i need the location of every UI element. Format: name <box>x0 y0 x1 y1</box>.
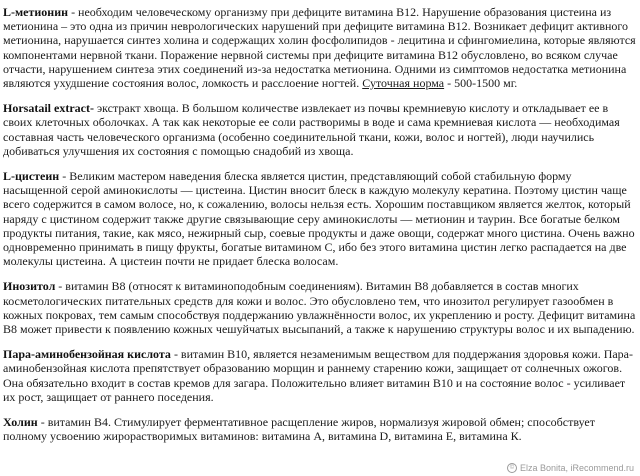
watermark <box>507 463 634 473</box>
paragraph-paba <box>3 347 637 404</box>
copyright-icon: © <box>507 463 517 473</box>
paragraph-text: - необходим человеческому организму при дефиците витамина B12. Нарушение образования цистеина из метионина – это одна из причин неврологических нарушений при дефиците витамина B12. Возникает дефицит активного метионина, нарушается синтез холина и содержащих холин фосфолипидов - лецитина и сфингомиелина, которые являются компонентами нервной ткани. Поражение нервной системы при дефиците витамина B12 обусловлено, во всяком случае отчасти, нарушением синтеза этих соединений из-за недостатка метионина. Одними из симптомов недостатка метионина являются ухудшение состояния волос, ломкость и расслоение ногтей. <box>3 5 636 91</box>
paragraph-tail: - 500-1500 мг. <box>444 76 518 91</box>
article-body <box>3 5 637 454</box>
term-title: Пара-аминобензойная кислота <box>3 347 171 362</box>
term-title: Инозитол <box>3 279 56 294</box>
paragraph-cysteine <box>3 169 637 268</box>
term-title: Horsatail extract- <box>3 101 94 116</box>
paragraph-text: - витамин B8 (относят к витаминоподобным соединениям). Витамин B8 добавляется в состав многих косметологических питательных средств для кожи и волос. Это обусловлено тем, что инозитол регулирует газообмен в кожных покровах, тем самым способствуя поддержанию увлажнённости волос, их укреплению и росту. Дефицит витамина B8 может привести к появлению кожных чешуйчатых высыпаний, а также к нарушению структуры волос и их выпадению. <box>3 279 636 337</box>
term-title: L-цистеин <box>3 169 60 184</box>
paragraph-text: - витамин B10, является незаменимым веществом для поддержания здоровья кожи. Пара-аминобензойная кислота препятствует образованию морщин и раннему старению кожи, защищает от солнечных ожогов. Она обязательно входит в состав кремов для загара. Положительно влияет витамин B10 и на состояние волос - усиливает их рост, защищает от раннего поседения. <box>3 347 634 404</box>
term-title: Холин <box>3 415 38 430</box>
paragraph-text: - витамин B4. Стимулирует ферментативное расщепление жиров, нормализуя жировой обмен; способствует полному усвоению жирорастворимых витаминов: витамина А, витамина D, витамина Е, витамина К. <box>3 415 595 444</box>
paragraph-choline <box>3 415 637 443</box>
watermark-text: Elza Bonita, iRecommend.ru <box>519 463 634 473</box>
paragraph-methionine <box>3 5 637 90</box>
paragraph-text: экстракт хвоща. В большом количестве извлекает из почвы кремниевую кислоту и откладывает ее в своих клеточных оболочках. А так как некоторые ее соли растворимы в воде и сама кремниевая кислота — необходимая составная часть человеческого организма (особенно соединительной ткани, кожи, волос и ногтей), люди научились добиваться улучшения их состояния с помощью снадобий из хвоща. <box>3 101 620 158</box>
term-title: L-метионин <box>3 5 69 19</box>
daily-norm-link[interactable]: Суточная норма <box>362 76 445 91</box>
paragraph-text: - Великим мастером наведения блеска является цистин, представляющий собой стабильную форму насыщенной серой аминокислоты — цистеина. Цистин вносит блеск в каждую молекулу кератина. Поэтому цистин чаще всего содержится в самом волосе, но, к сожалению, волосы нельзя есть. Хорошим поставщиком является желток, который наряду с цистином содержит также другие связывающие серу аминокислоты — метионин и таурин. Все богатые белком продукты питания, такие, как мясо, нежирный сыр, соевые продукты и даже овощи, содержат много цистина. Очень важно одновременно принимать в пищу фрукты, богатые витамином С, ибо без этого витамина цистин легко распадается на две молекулы цистеина. А цистеин почти не придает блеска волосам. <box>3 169 635 269</box>
paragraph-horsetail <box>3 101 637 158</box>
paragraph-inositol <box>3 279 637 336</box>
